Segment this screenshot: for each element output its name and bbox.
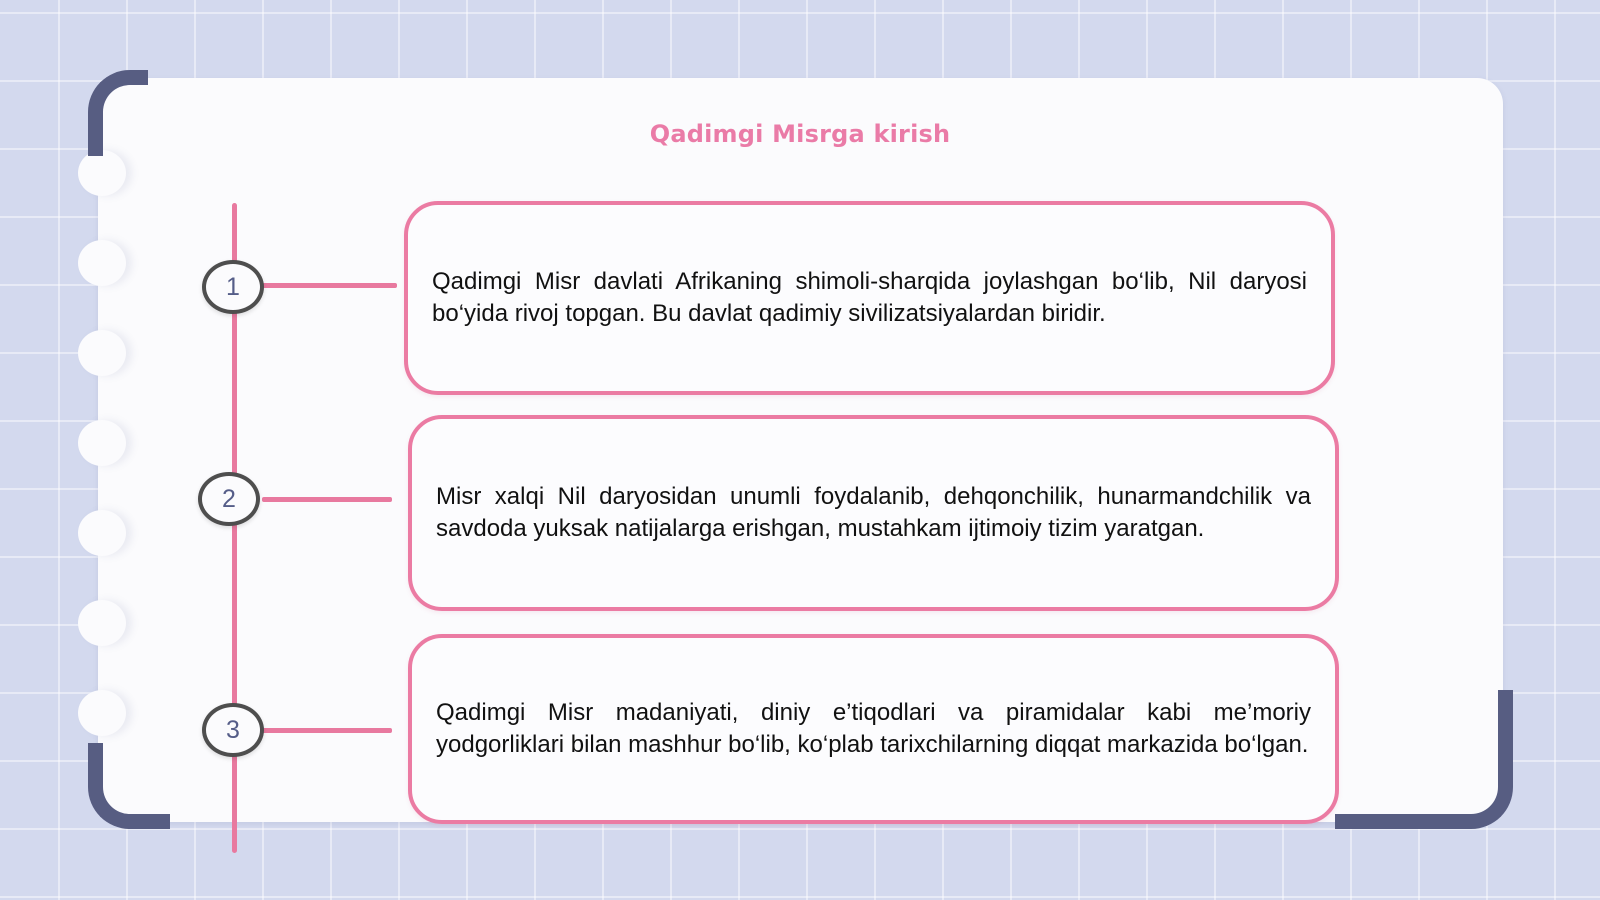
binder-notch [78, 600, 126, 646]
binder-notch [78, 240, 126, 286]
corner-bracket-bottom-right [1335, 690, 1513, 829]
slide-title: Qadimgi Misrga kirish [649, 120, 951, 148]
timeline-connector [262, 728, 392, 733]
corner-bracket-bottom-left [88, 743, 170, 829]
binder-notch [78, 330, 126, 376]
step-number-3: 3 [202, 703, 264, 757]
timeline-connector [262, 283, 397, 288]
info-text-3: Qadimgi Misr madaniyati, diniy e’tiqodlari va piramidalar kabi me’moriy yodgorliklari bilan mashhur bo‘lib, ko‘plab tarixchilarning diqqat markazida bo‘lgan. [436, 699, 1311, 758]
info-text-2: Misr xalqi Nil daryosidan unumli foydalanib, dehqonchilik, hunarmandchilik va savdoda yuksak natijalarga erishgan, mustahkam ijtimoiy tizim yaratgan. [436, 483, 1311, 542]
step-number-1: 1 [202, 260, 264, 314]
binder-notch [78, 420, 126, 466]
info-box-1 [404, 201, 1335, 395]
timeline-connector [262, 497, 392, 502]
info-box-3 [408, 634, 1339, 824]
binder-notch [78, 150, 126, 196]
binder-notch [78, 510, 126, 556]
info-box-2 [408, 415, 1339, 611]
binder-notch [78, 690, 126, 736]
info-text-1: Qadimgi Misr davlati Afrikaning shimoli-sharqida joylashgan bo‘lib, Nil daryosi bo‘yida rivoj topgan. Bu davlat qadimiy sivilizatsiyalardan biridir. [432, 268, 1307, 327]
corner-bracket-top-left [88, 70, 148, 156]
step-number-2: 2 [198, 472, 260, 526]
